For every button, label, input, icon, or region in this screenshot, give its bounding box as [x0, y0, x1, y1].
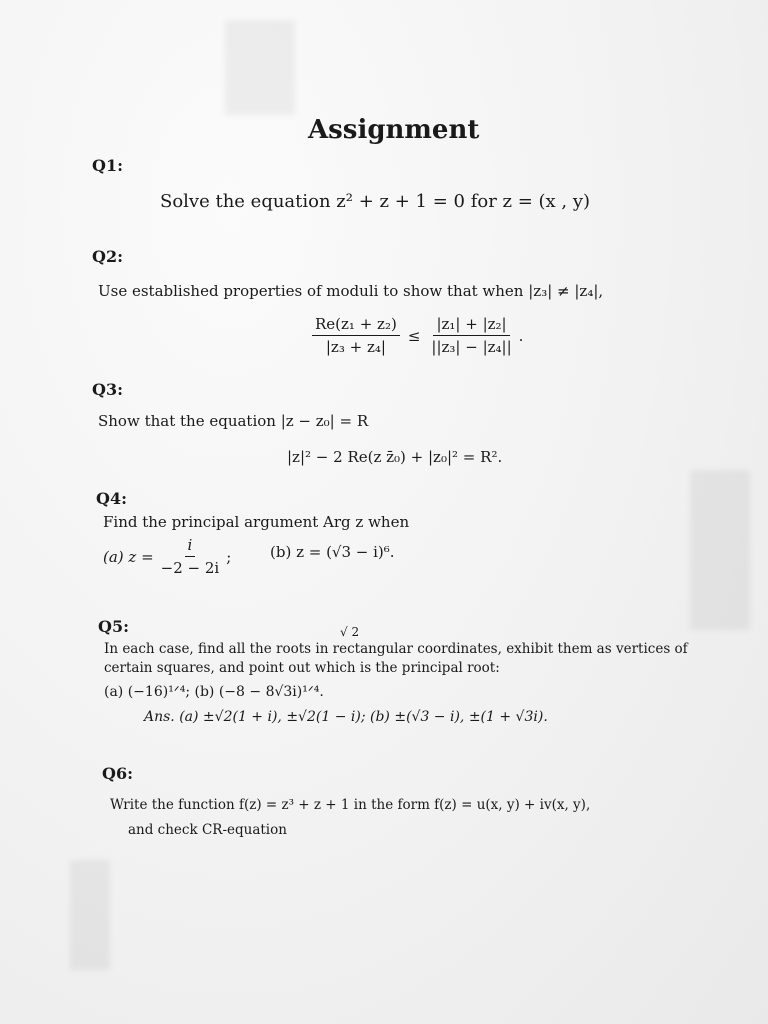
fraction: [158, 536, 223, 577]
answer-line: Ans. (a) ±√2(1 + i), ±√2(1 − i); (b) ±(√3 − i), ±(1 + √3i).: [144, 709, 548, 725]
relation-symbol: ≤: [407, 326, 421, 345]
numerator: i: [185, 536, 196, 557]
fraction-rhs: [428, 315, 514, 356]
question-text: Show that the equation |z − z₀| = R: [98, 412, 369, 430]
question-label: Q1:: [92, 156, 123, 175]
inequality: [308, 315, 523, 356]
question-text: Use established properties of moduli to show that when |z₃| ≠ |z₄|,: [98, 282, 604, 300]
rhs-numerator: |z₁| + |z₂|: [433, 315, 509, 336]
question-text: certain squares, and point out which is the principal root:: [104, 660, 500, 676]
part-b: (b) z = (√3 − i)⁶.: [270, 543, 395, 561]
lhs-numerator: Re(z₁ + z₂): [312, 315, 400, 336]
equation: |z|² − 2 Re(z z̄₀) + |z₀|² = R².: [287, 448, 503, 466]
part-a-prefix: (a) z =: [103, 547, 154, 566]
denominator: −2 − 2i: [160, 559, 220, 577]
question-text: Solve the equation z² + z + 1 = 0 for z = (x , y): [160, 191, 591, 212]
question-text: Find the principal argument Arg z when: [103, 513, 410, 531]
question-text: and check CR-equation: [128, 822, 287, 838]
paper-shadow: [70, 860, 110, 970]
part-a: [103, 536, 231, 577]
semicolon: ;: [226, 547, 232, 566]
question-parts: (a) (−16)¹ᐟ⁴; (b) (−8 − 8√3i)¹ᐟ⁴.: [104, 684, 324, 700]
question-text: Write the function f(z) = z³ + z + 1 in the form f(z) = u(x, y) + iv(x, y),: [110, 797, 591, 813]
question-label: Q6:: [102, 764, 133, 783]
paper-shadow: [690, 470, 750, 630]
question-text: In each case, find all the roots in rectangular coordinates, exhibit them as vertices of: [104, 641, 688, 657]
question-label: Q4:: [96, 489, 127, 508]
fraction-lhs: [312, 315, 400, 356]
question-label: Q5:: [98, 617, 129, 636]
handwritten-mark: √ 2: [340, 625, 360, 639]
question-label: Q3:: [92, 380, 123, 399]
period: .: [518, 326, 524, 345]
rhs-denominator: ||z₃| − |z₄||: [431, 338, 512, 356]
question-label: Q2:: [92, 247, 123, 266]
lhs-denominator: |z₃ + z₄|: [325, 338, 386, 356]
paper-shadow: [225, 20, 295, 115]
page-title: Assignment: [308, 115, 480, 145]
